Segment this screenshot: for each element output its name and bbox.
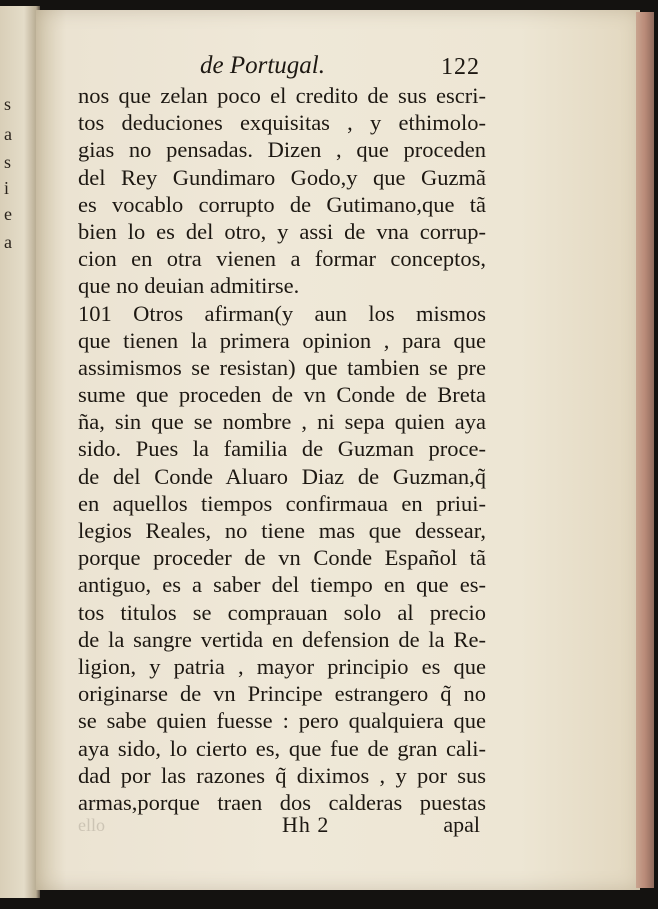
text-line: bien lo es del otro, y assi de vna corrup-: [78, 218, 486, 244]
text-line: que tienen la primera opinion , para que: [78, 327, 486, 353]
text-line: gias no pensadas. Dizen , que proceden: [78, 137, 486, 163]
text-line: cion en otra vienen a formar conceptos,: [78, 246, 486, 272]
text-line: de la sangre vertida en defension de la Re-: [78, 626, 486, 652]
bleed-through-text: ello: [78, 815, 105, 835]
paragraph-start-line: 101 Otros afirman(y aun los mismos: [78, 300, 486, 326]
left-page-fragment: s: [4, 94, 12, 114]
text-line: armas,porque traen dos calderas puestas: [78, 789, 486, 815]
text-line: porque proceder de vn Conde Español tã: [78, 545, 486, 571]
left-page-fragment: i: [4, 178, 10, 198]
text-line: de del Conde Aluaro Diaz de Guzman,q̃: [78, 463, 486, 489]
text-line: tos deduciones exquisitas , y ethimolo-: [78, 110, 486, 136]
running-head: de Portugal.: [200, 52, 325, 79]
text-line: se sabe quien fuesse : pero qualquiera que: [78, 708, 486, 734]
text-line: ligion, y patria , mayor principio es que: [78, 653, 486, 679]
text-line: antiguo, es a saber del tiempo en que es-: [78, 572, 486, 598]
left-page-fragment: s: [4, 152, 12, 172]
left-page-fragment: e: [4, 204, 12, 224]
text-line: tos titulos se comprauan solo al precio: [78, 599, 486, 625]
page-footer: [78, 812, 486, 840]
text-line: dad por las razones q̃ diximos , y por sus: [78, 762, 486, 788]
text-line: del Rey Gundimaro Godo,y que Guzmã: [78, 164, 486, 190]
text-line: que no deuian admitirse.: [78, 273, 300, 299]
left-page-fragment: a: [4, 232, 12, 252]
text-line: es vocablo corrupto de Gutimano,que tã: [78, 191, 486, 217]
text-line: en aquellos tiempos confirmaua en priui-: [78, 490, 486, 516]
text-line: ña, sin que se nombre , ni sepa quien aya: [78, 409, 486, 435]
left-page-edge: [0, 6, 40, 898]
body-text: [78, 82, 486, 816]
text-line: sido. Pues la familia de Guzman proce-: [78, 436, 486, 462]
page-number: 122: [441, 54, 480, 80]
text-line: legios Reales, no tiene mas que dessear,: [78, 518, 486, 543]
text-line: nos que zelan poco el credito de sus escri-: [78, 83, 486, 108]
text-line: originarse de vn Principe estrangero q̃ no: [78, 681, 486, 707]
signature-mark: Hh 2: [282, 812, 330, 837]
text-line: sume que proceden de vn Conde de Breta: [78, 382, 486, 408]
text-line: aya sido, lo cierto es, que fue de gran cali-: [78, 735, 486, 761]
catchword: apal: [443, 812, 480, 837]
text-line: assimismos se resistan) que tambien se pre: [78, 354, 486, 380]
left-page-fragment: a: [4, 124, 12, 144]
page-edge-stack: [636, 12, 654, 888]
